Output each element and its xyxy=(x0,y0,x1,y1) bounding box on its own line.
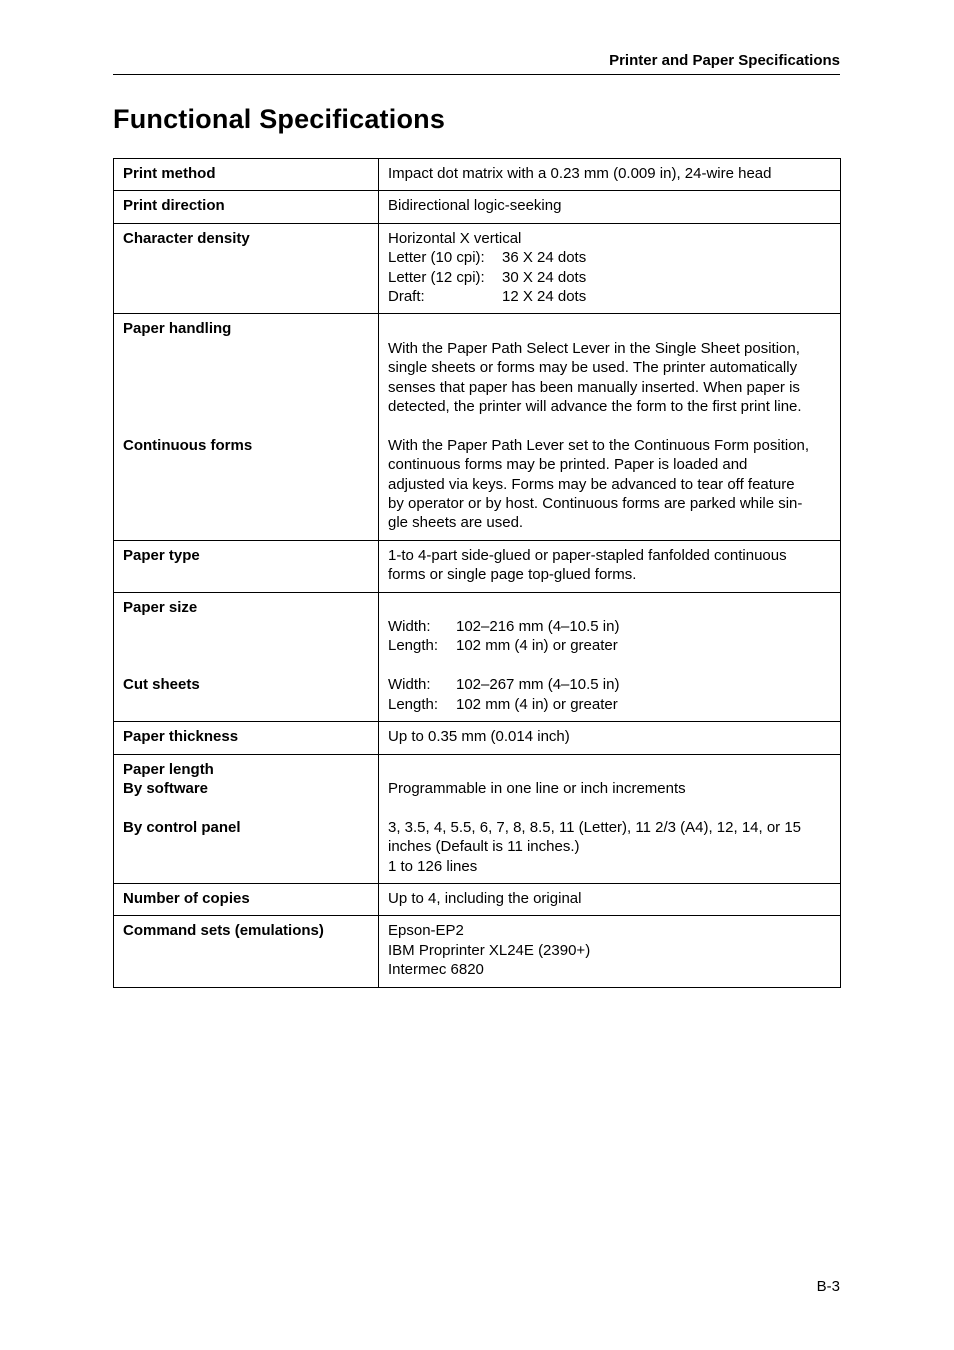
size-item: Length: 102 mm (4 in) or greater xyxy=(388,637,618,655)
row-label: Paper thickness xyxy=(114,722,379,754)
row-value: Up to 0.35 mm (0.014 inch) xyxy=(379,722,841,754)
page-number: B-3 xyxy=(816,1278,840,1295)
row-sublabel: Cut sheets xyxy=(123,676,200,694)
table-row xyxy=(114,916,841,987)
size-item: Length: 102 mm (4 in) or greater xyxy=(388,695,618,713)
row-sublabel: By software xyxy=(123,779,209,797)
row-label: Paper type xyxy=(114,540,379,592)
specifications-table xyxy=(113,158,841,988)
row-label: Paper handling Continuous forms xyxy=(114,314,379,540)
row-label: Print method xyxy=(114,159,379,191)
row-value: Programmable in one line or inch increments 3, 3.5, 4, 5.5, 6, 7, 8, 8.5, 11 (Letter), 11 2/3 (A4), 12, 14, or 15 inches (Default is 11 inches.) 1 to 126 lines xyxy=(379,754,841,883)
row-value xyxy=(379,223,841,314)
header-rule xyxy=(113,74,840,75)
table-row xyxy=(114,754,841,883)
table-row xyxy=(114,540,841,592)
row-value: Bidirectional logic-seeking xyxy=(379,191,841,223)
table-row xyxy=(114,722,841,754)
row-sublabel: By control panel xyxy=(123,818,241,836)
table-row xyxy=(114,883,841,915)
density-item: Draft: 12 X 24 dots xyxy=(388,288,587,306)
row-label: Command sets (emulations) xyxy=(114,916,379,987)
row-label: Print direction xyxy=(114,191,379,223)
row-value xyxy=(379,592,841,721)
row-value: Up to 4, including the original xyxy=(379,883,841,915)
page-title: Functional Specifications xyxy=(113,104,446,134)
row-value: Epson-EP2 IBM Proprinter XL24E (2390+) Intermec 6820 xyxy=(379,916,841,987)
table-row xyxy=(114,159,841,191)
density-item: Letter (12 cpi): 30 X 24 dots xyxy=(388,268,587,286)
row-label: Character density xyxy=(114,223,379,314)
row-label: Number of copies xyxy=(114,883,379,915)
row-sublabel: Continuous forms xyxy=(123,436,253,454)
size-item: Width: 102–216 mm (4–10.5 in) xyxy=(388,618,620,636)
row-label: Paper length By software By control panel xyxy=(114,754,379,883)
density-item: Letter (10 cpi): 36 X 24 dots xyxy=(388,249,587,267)
table-row xyxy=(114,223,841,314)
row-value: With the Paper Path Select Lever in the Single Sheet position, single sheets or forms may be used. The printer automatically senses that paper has been manually inserted. When paper is detected, the printer will advance the form to the first print line. With the Paper Path Lever set to the Continuous Form position, continuous forms may be printed. Paper is loaded and adjusted via keys. Forms may be advanced to tear off feature by operator or by host. Continuous forms are parked while sin- gle sheets are used. xyxy=(379,314,841,540)
row-value: 1-to 4-part side-glued or paper-stapled fanfolded continuous forms or single page top-glued forms. xyxy=(379,540,841,592)
row-value: Impact dot matrix with a 0.23 mm (0.009 in), 24-wire head xyxy=(379,159,841,191)
running-header: Printer and Paper Specifications xyxy=(609,52,840,69)
table-row xyxy=(114,592,841,721)
row-label: Paper size Cut sheets xyxy=(114,592,379,721)
size-item: Width: 102–267 mm (4–10.5 in) xyxy=(388,676,620,694)
table-row xyxy=(114,314,841,540)
table-row xyxy=(114,191,841,223)
density-heading: Horizontal X vertical xyxy=(388,229,522,247)
